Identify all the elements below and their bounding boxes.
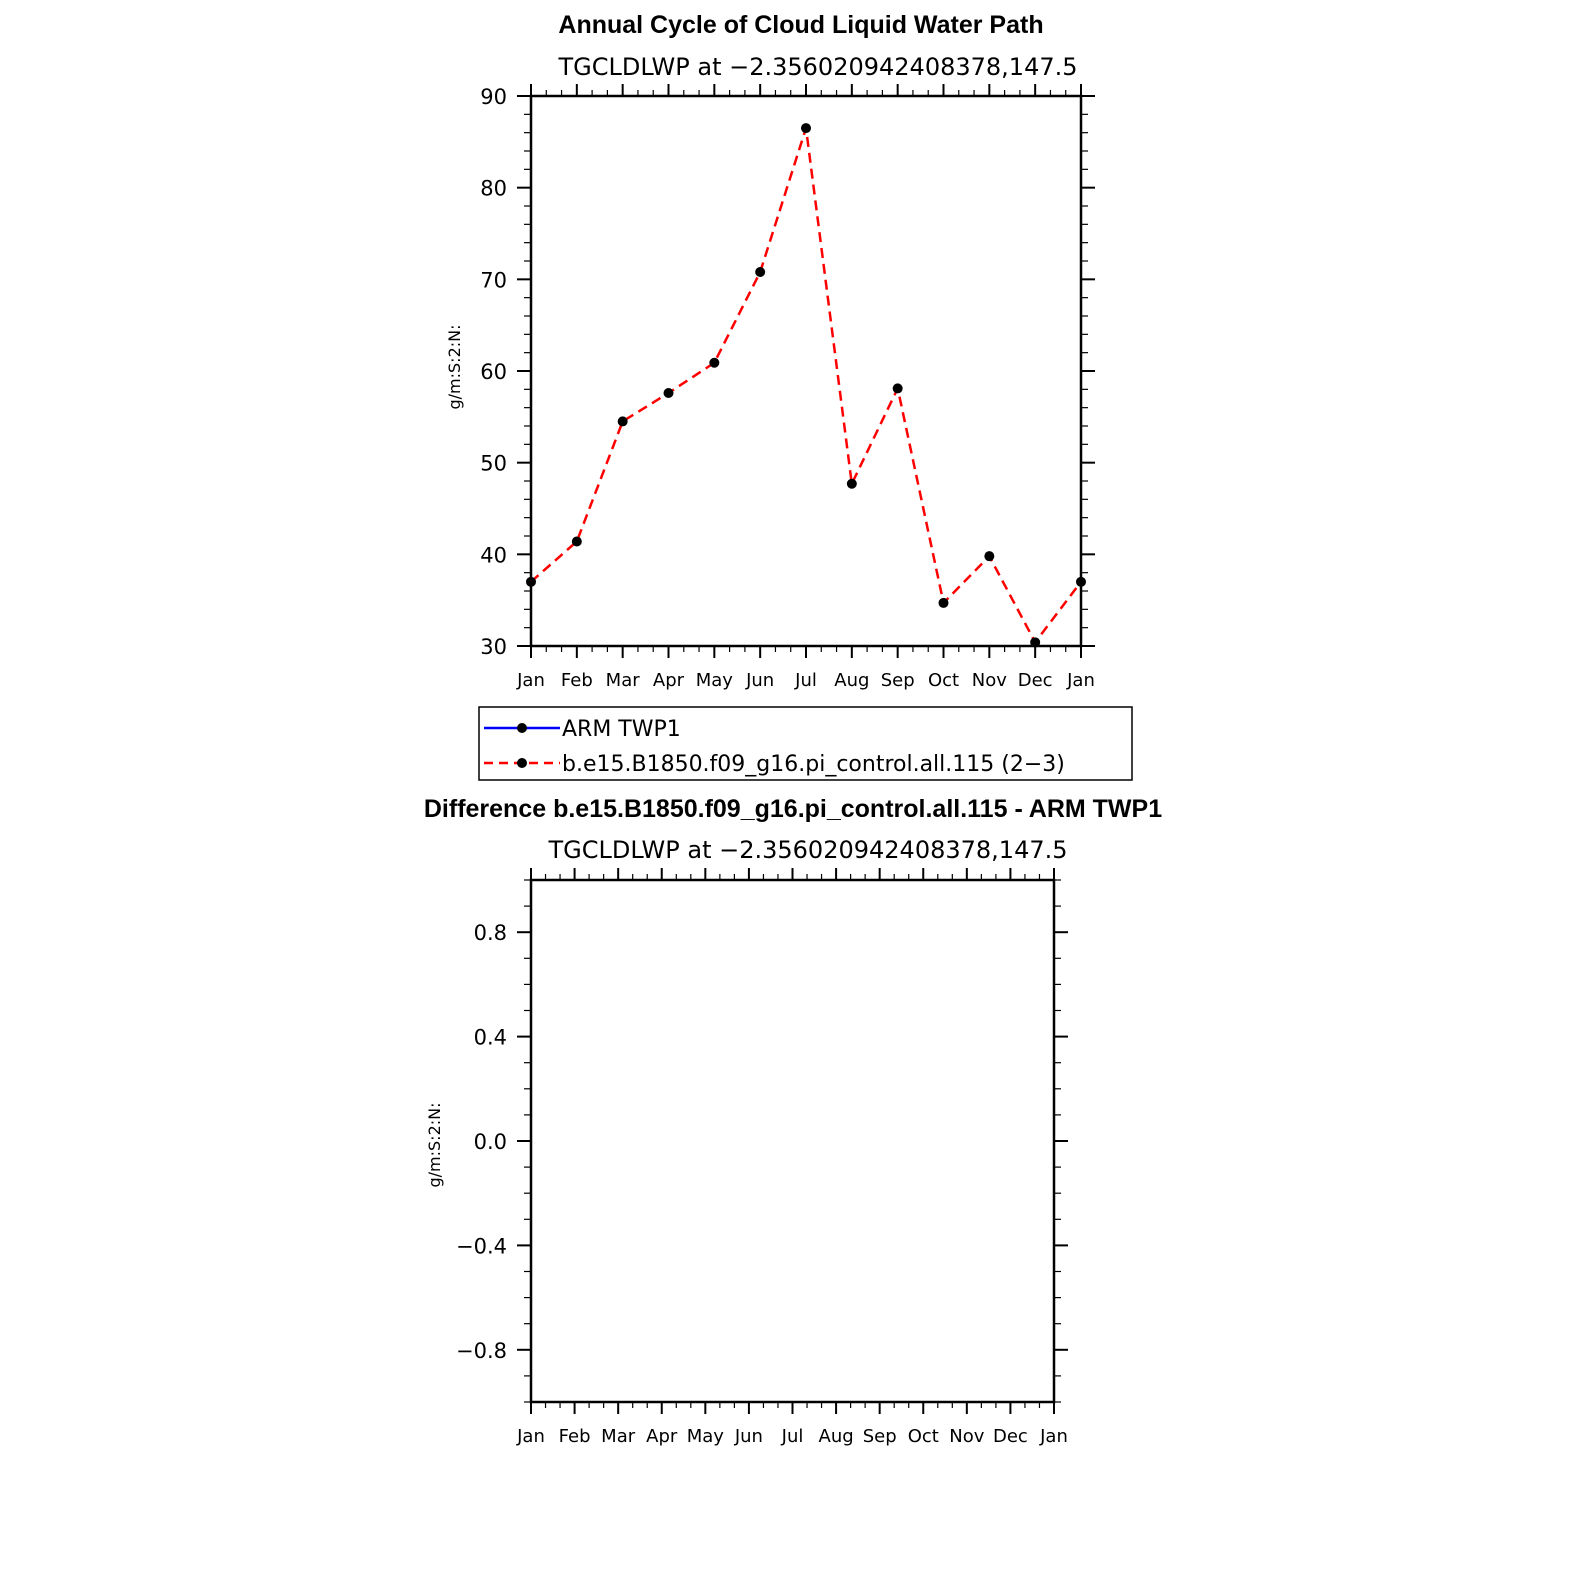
x-tick-label: Nov — [949, 1426, 985, 1447]
y-tick-label: 80 — [480, 176, 507, 201]
x-tick-label: Sep — [880, 670, 915, 691]
legend — [479, 707, 1132, 780]
x-tick-label: Sep — [862, 1426, 897, 1447]
y-tick-label: 70 — [480, 268, 507, 293]
y-tick-label: −0.8 — [456, 1338, 507, 1363]
x-tick-label: Aug — [834, 670, 870, 691]
x-tick-label: Jul — [795, 670, 817, 691]
y-tick-label: 0.4 — [473, 1025, 507, 1050]
data-point — [755, 267, 765, 277]
x-tick-label: Jan — [517, 670, 545, 691]
chart-2-subtitle: TGCLDLWP at −2.356020942408378,147.5 — [548, 836, 1068, 864]
data-point — [618, 416, 628, 426]
x-tick-label: Feb — [558, 1426, 591, 1447]
chart-1-subtitle: TGCLDLWP at −2.356020942408378,147.5 — [558, 53, 1078, 81]
x-tick-label: Dec — [1017, 670, 1053, 691]
chart-1-plot — [480, 84, 1095, 691]
series-line — [531, 128, 1081, 642]
legend-marker-arm — [517, 723, 527, 733]
data-point — [984, 551, 994, 561]
y-tick-label: 30 — [480, 635, 507, 659]
x-tick-label: Jan — [1067, 670, 1095, 691]
x-tick-label: Mar — [601, 1426, 636, 1447]
data-point — [1076, 577, 1086, 587]
data-point — [801, 123, 811, 133]
x-tick-label: Aug — [818, 1426, 854, 1447]
x-tick-label: May — [695, 670, 733, 691]
plot-frame — [531, 96, 1081, 646]
data-point — [572, 537, 582, 547]
plot-frame — [531, 880, 1054, 1402]
y-tick-label: 0.8 — [473, 921, 507, 946]
data-point — [893, 383, 903, 393]
chart-2-ylabel: g/m:S:2:N: — [425, 1102, 444, 1188]
y-tick-label: 40 — [480, 543, 507, 568]
chart-1-title: Annual Cycle of Cloud Liquid Water Path — [558, 11, 1044, 39]
legend-label-model: b.e15.B1850.f09_g16.pi_control.all.115 (2−3) — [562, 752, 1065, 777]
legend-label-arm: ARM TWP1 — [562, 717, 681, 742]
x-tick-label: Apr — [646, 1426, 678, 1447]
data-point — [526, 577, 536, 587]
x-tick-label: Jan — [517, 1426, 545, 1447]
data-point — [709, 358, 719, 368]
x-tick-label: Oct — [907, 1426, 939, 1447]
data-point — [847, 479, 857, 489]
y-tick-label: −0.4 — [456, 1234, 507, 1259]
x-tick-label: Dec — [992, 1426, 1028, 1447]
x-tick-label: Jun — [734, 1426, 763, 1447]
x-tick-label: Mar — [605, 670, 640, 691]
y-tick-label: 60 — [480, 360, 507, 384]
x-tick-label: Jan — [1040, 1426, 1068, 1447]
x-tick-label: Feb — [560, 670, 593, 691]
chart-2-title: Difference b.e15.B1850.f09_g16.pi_control.all.115 - ARM TWP1 — [423, 795, 1163, 823]
chart-2-plot — [456, 868, 1068, 1447]
y-tick-label: 90 — [480, 85, 507, 109]
x-tick-label: Oct — [927, 670, 960, 691]
data-point — [664, 388, 674, 398]
data-point — [939, 598, 949, 608]
y-tick-label: 50 — [480, 451, 507, 476]
chart-1-ylabel: g/m:S:2:N: — [445, 324, 464, 410]
x-tick-label: May — [686, 1426, 724, 1447]
x-tick-label: Jul — [781, 1426, 804, 1447]
x-tick-label: Nov — [971, 670, 1007, 691]
legend-marker-model — [517, 758, 527, 768]
x-tick-label: Jun — [746, 670, 775, 691]
data-point — [1030, 637, 1040, 647]
y-tick-label: 0.0 — [473, 1130, 507, 1154]
x-tick-label: Apr — [652, 670, 685, 691]
